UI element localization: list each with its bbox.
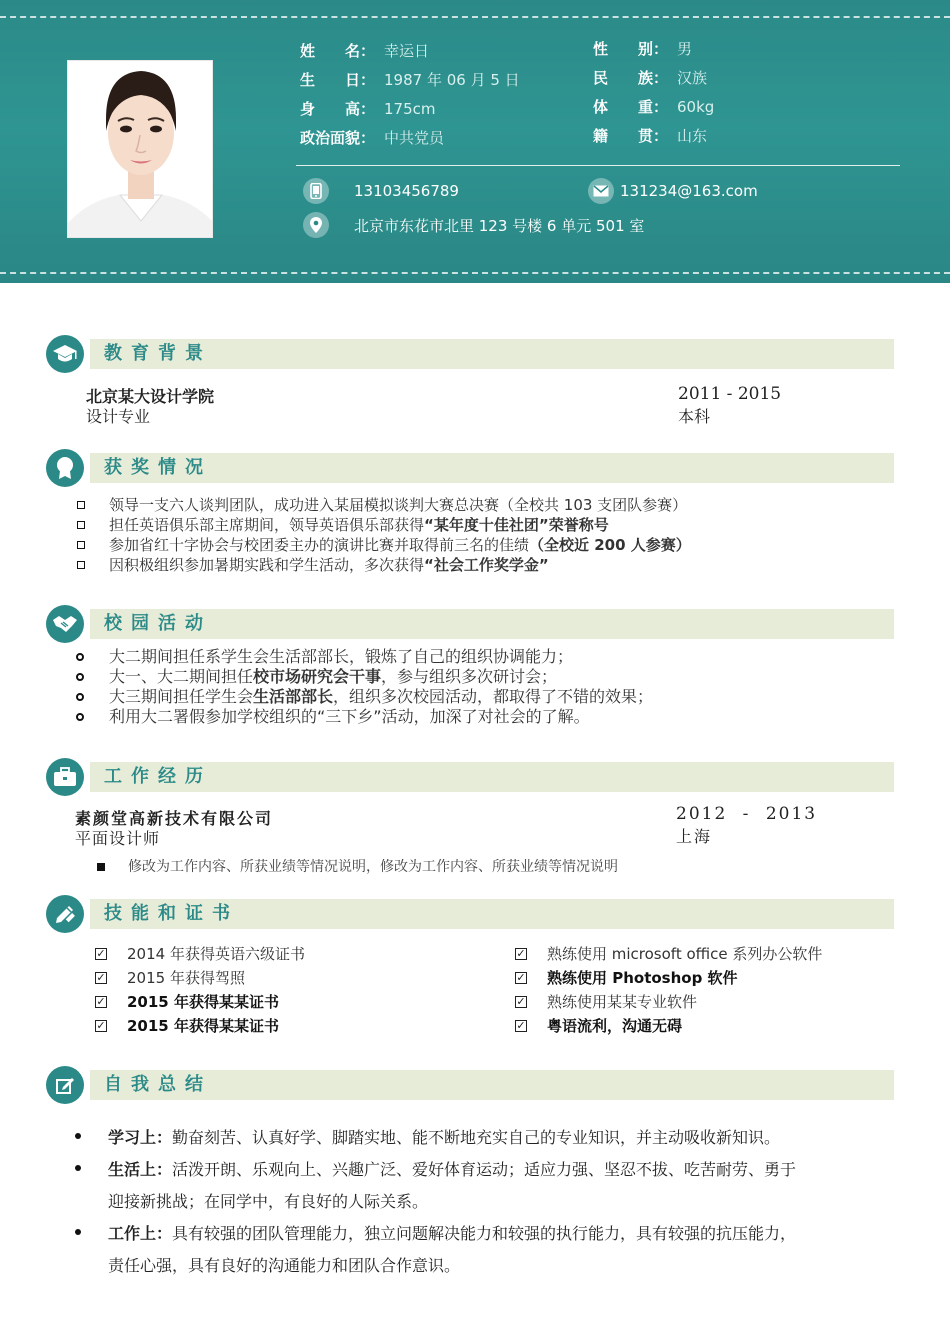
company-name: 素颜堂高新技术有限公司 — [75, 809, 274, 828]
checkbox-icon: ✓ — [516, 995, 526, 1008]
political-value: 中共党员 — [384, 129, 445, 147]
checkbox-icon: ✓ — [516, 1019, 526, 1032]
weight-label: 体 重： — [593, 98, 669, 116]
info-political — [300, 127, 520, 156]
section-education — [46, 335, 894, 375]
list-item — [109, 515, 609, 535]
section-campus — [46, 605, 894, 645]
circle-bullet-icon — [76, 693, 84, 701]
item-text: 领导一支六人谈判团队，成功进入某届模拟谈判大赛总决赛（全校共 103 支团队参赛） — [109, 496, 688, 514]
info-name — [300, 40, 520, 69]
info-origin — [593, 125, 714, 154]
item-bold-text: “某年度十佳社团”荣誉称号 — [424, 516, 609, 534]
degree: 本科 — [678, 407, 711, 426]
location-pin-icon — [303, 212, 329, 238]
item-text: 参加省红十字协会与校团委主办的演讲比赛并取得前三名的佳绩 — [109, 536, 530, 554]
section-title: 获奖情况 — [104, 457, 212, 478]
graduation-cap-icon — [46, 335, 84, 373]
header-divider — [296, 165, 900, 166]
square-bullet-icon — [77, 521, 85, 529]
info-weight — [593, 96, 714, 125]
email-contact — [588, 178, 758, 204]
dashed-border-bottom — [0, 272, 950, 274]
mail-icon — [588, 178, 614, 204]
medal-icon — [46, 449, 84, 487]
dot-bullet-icon — [75, 1229, 81, 1235]
section-title: 技能和证书 — [104, 903, 239, 924]
birth-value: 1987 年 06 月 5 日 — [384, 71, 520, 89]
list-item — [109, 647, 573, 667]
checkbox-icon: ✓ — [96, 1019, 106, 1032]
summary-work — [108, 1221, 796, 1244]
phone-contact — [303, 178, 459, 204]
email-value: 131234@163.com — [620, 182, 758, 200]
work-detail: 修改为工作内容、所获业绩等情况说明，修改为工作内容、所获业绩等情况说明 — [128, 859, 618, 875]
section-work — [46, 758, 894, 798]
item-text: ，参与组织多次研讨会； — [381, 667, 558, 686]
section-awards — [46, 449, 894, 489]
section-summary — [46, 1066, 894, 1106]
skill-item: 2015 年获得某某证书 — [127, 1017, 279, 1035]
list-item — [109, 687, 653, 707]
origin-label: 籍 贯： — [593, 127, 669, 145]
summary-life-cont: 迎接新挑战；在同学中，有良好的人际关系。 — [108, 1192, 429, 1211]
gender-value: 男 — [677, 40, 693, 58]
square-bullet-icon — [77, 541, 85, 549]
section-title: 校园活动 — [104, 613, 212, 634]
section-title: 工作经历 — [104, 766, 212, 787]
info-birth — [300, 69, 520, 98]
info-height — [300, 98, 520, 127]
list-item — [109, 535, 691, 555]
info-ethnicity — [593, 67, 714, 96]
name-label: 姓 名： — [300, 42, 376, 60]
square-bullet-icon — [97, 863, 105, 871]
basic-info-right — [593, 38, 714, 154]
dashed-border-top — [0, 16, 950, 18]
dot-bullet-icon — [75, 1165, 81, 1171]
list-item — [109, 555, 549, 575]
item-text: 大一、大二期间担任 — [109, 667, 254, 686]
handshake-icon — [46, 605, 84, 643]
phone-value: 13103456789 — [354, 182, 459, 200]
item-bold-text: 生活部部长 — [253, 687, 334, 706]
item-text: 担任英语俱乐部主席期间，领导英语俱乐部获得 — [109, 516, 425, 534]
height-label: 身 高： — [300, 100, 376, 118]
weight-value: 60kg — [677, 98, 715, 116]
ethnicity-label: 民 族： — [593, 69, 669, 87]
phone-icon — [303, 178, 329, 204]
list-item — [109, 667, 557, 687]
item-bold-text: “社会工作奖学金” — [424, 556, 549, 574]
life-label: 生活上： — [108, 1160, 173, 1179]
summary-study — [108, 1125, 780, 1148]
dot-bullet-icon — [75, 1133, 81, 1139]
skill-item: 2014 年获得英语六级证书 — [127, 945, 305, 963]
pencil-ruler-icon — [46, 895, 84, 933]
birth-label: 生 日： — [300, 71, 376, 89]
checkbox-icon: ✓ — [96, 995, 106, 1008]
profile-photo — [67, 60, 213, 238]
profile-header — [0, 0, 950, 283]
list-item — [109, 495, 687, 515]
major: 设计专业 — [86, 407, 151, 426]
checkbox-icon: ✓ — [516, 971, 526, 984]
origin-value: 山东 — [677, 127, 708, 145]
life-text-1: 活泼开朗、乐观向上、兴趣广泛、爱好体育运动；适应力强、坚忍不拔、吃苦耐劳、勇于 — [172, 1160, 797, 1179]
skill-item: 熟练使用某某专业软件 — [547, 993, 698, 1011]
checkbox-icon: ✓ — [96, 971, 106, 984]
square-bullet-icon — [77, 561, 85, 569]
education-years: 2011 - 2015 — [678, 384, 782, 404]
skill-item: 熟练使用 microsoft office 系列办公软件 — [547, 945, 823, 963]
section-skills — [46, 895, 894, 935]
summary-work-cont: 责任心强，具有良好的沟通能力和团队合作意识。 — [108, 1256, 461, 1275]
item-bold-text: （全校近 200 人参赛） — [529, 536, 691, 554]
item-text: 大二期间担任系学生会生活部部长，锻炼了自己的组织协调能力； — [109, 647, 574, 666]
item-bold-text: 校市场研究会干事 — [253, 667, 382, 686]
skill-item: 熟练使用 Photoshop 软件 — [547, 969, 738, 987]
circle-bullet-icon — [76, 653, 84, 661]
political-label: 政治面貌： — [300, 129, 376, 147]
square-bullet-icon — [77, 501, 85, 509]
list-item — [109, 707, 590, 727]
address-contact — [303, 212, 644, 238]
school-name: 北京某大设计学院 — [86, 387, 215, 406]
work-label: 工作上： — [108, 1224, 173, 1243]
work-years: 2012 - 2013 — [676, 804, 818, 824]
job-position: 平面设计师 — [75, 829, 161, 848]
work-location: 上海 — [676, 827, 713, 846]
study-text: 勤奋刻苦、认真好学、脚踏实地、能不断地充实自己的专业知识，并主动吸收新知识。 — [172, 1128, 781, 1147]
edit-icon — [46, 1066, 84, 1104]
checkbox-icon: ✓ — [96, 947, 106, 960]
circle-bullet-icon — [76, 713, 84, 721]
height-value: 175cm — [384, 100, 436, 118]
study-label: 学习上： — [108, 1128, 173, 1147]
item-text: 大三期间担任学生会 — [109, 687, 254, 706]
skill-item: 2015 年获得驾照 — [127, 969, 245, 987]
ethnicity-value: 汉族 — [677, 69, 708, 87]
name-value: 幸运日 — [384, 42, 430, 60]
summary-life — [108, 1157, 796, 1180]
gender-label: 性 别： — [593, 40, 669, 58]
briefcase-icon — [46, 758, 84, 796]
basic-info-left — [300, 40, 520, 156]
circle-bullet-icon — [76, 673, 84, 681]
section-title: 自我总结 — [104, 1074, 212, 1095]
info-gender — [593, 38, 714, 67]
item-text: 利用大二署假参加学校组织的“三下乡”活动，加深了对社会的了解。 — [109, 707, 590, 726]
work-text-1: 具有较强的团队管理能力，独立问题解决能力和较强的执行能力，具有较强的抗压能力， — [172, 1224, 797, 1243]
address-value: 北京市东花市北里 123 号楼 6 单元 501 室 — [354, 216, 645, 235]
skill-item: 粤语流利，沟通无碍 — [547, 1017, 683, 1035]
skill-item: 2015 年获得某某证书 — [127, 993, 279, 1011]
item-text: 因积极组织参加暑期实践和学生活动，多次获得 — [109, 556, 425, 574]
item-text: ，组织多次校园活动，都取得了不错的效果； — [333, 687, 654, 706]
section-title: 教育背景 — [104, 343, 212, 364]
checkbox-icon: ✓ — [516, 947, 526, 960]
